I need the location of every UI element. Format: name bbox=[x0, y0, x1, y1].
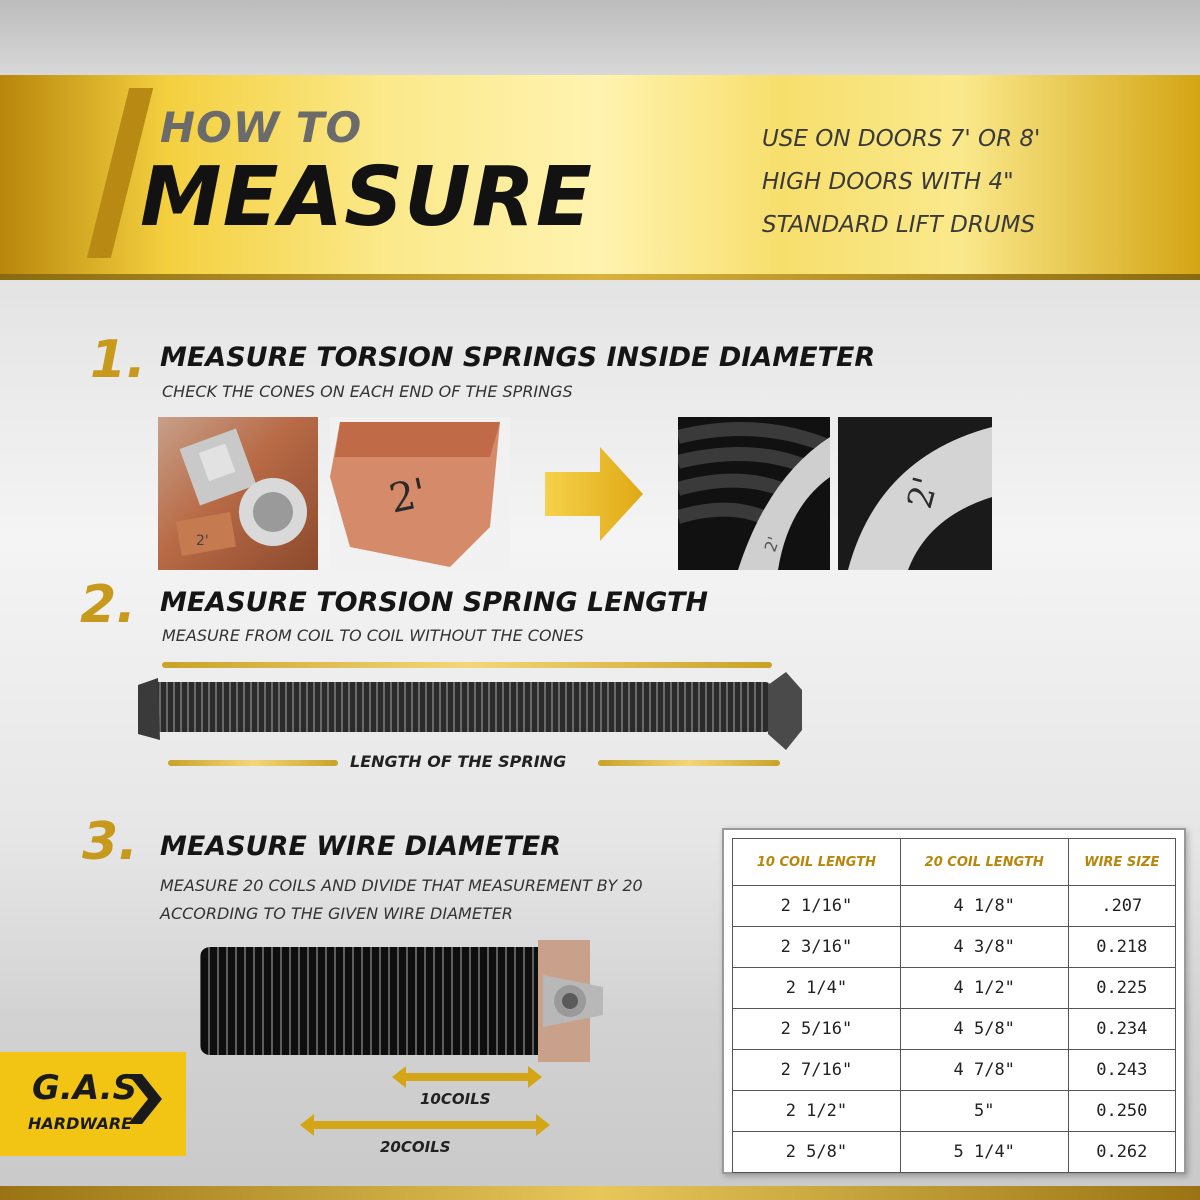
step-3-subtitle: MEASURE 20 COILS AND DIVIDE THAT MEASUREMENT BY 20 bbox=[160, 876, 643, 895]
step-2-subtitle: MEASURE FROM COIL TO COIL WITHOUT THE CONES bbox=[162, 626, 584, 645]
arrow-right-icon bbox=[545, 447, 645, 541]
spring-cone-mark-text: 2' bbox=[760, 534, 784, 555]
table-cell: 2 5/8" bbox=[733, 1132, 901, 1173]
logo-wordmark: G.A.S bbox=[32, 1068, 138, 1108]
length-bottom-line-right bbox=[598, 760, 780, 766]
table-cell: 2 1/4" bbox=[733, 968, 901, 1009]
table-cell: 2 5/16" bbox=[733, 1009, 901, 1050]
bottom-gold-strip bbox=[0, 1186, 1200, 1200]
table-header-10-coil: 10 COIL LENGTH bbox=[733, 839, 901, 886]
table-cell: 4 3/8" bbox=[900, 927, 1068, 968]
table-cell: 4 1/2" bbox=[900, 968, 1068, 1009]
cone-bolt-illustration bbox=[158, 417, 318, 570]
table-row bbox=[733, 1132, 1176, 1173]
table-cell: 0.218 bbox=[1068, 927, 1175, 968]
table-cell: 2 3/16" bbox=[733, 927, 901, 968]
table-cell: 5" bbox=[900, 1091, 1068, 1132]
spring-size-table-grid bbox=[732, 838, 1176, 1173]
spring-cone-photo-2 bbox=[838, 417, 992, 570]
step-3-subtitle-line-2: ACCORDING TO THE GIVEN WIRE DIAMETER bbox=[160, 904, 513, 923]
step-1-title: MEASURE TORSION SPRINGS INSIDE DIAMETER bbox=[160, 342, 876, 373]
spring-cone-mark-large-text: 2' bbox=[899, 472, 947, 513]
ten-coils-arrow-icon bbox=[392, 1064, 542, 1090]
twenty-coils-label: 20COILS bbox=[380, 1138, 451, 1156]
table-cell: 0.262 bbox=[1068, 1132, 1175, 1173]
table-cell: .207 bbox=[1068, 886, 1175, 927]
twenty-coils-arrow-icon bbox=[300, 1112, 550, 1138]
table-row bbox=[733, 1091, 1176, 1132]
table-cell: 5 1/4" bbox=[900, 1132, 1068, 1173]
wire-spring-illustration bbox=[198, 935, 608, 1065]
table-cell: 0.243 bbox=[1068, 1050, 1175, 1091]
ten-coils-label: 10COILS bbox=[420, 1090, 491, 1108]
table-cell: 2 7/16" bbox=[733, 1050, 901, 1091]
table-row bbox=[733, 927, 1176, 968]
length-top-line bbox=[162, 662, 772, 668]
table-header-row bbox=[733, 839, 1176, 886]
gas-hardware-logo bbox=[0, 1052, 186, 1156]
top-background-strip bbox=[0, 0, 1200, 75]
table-row bbox=[733, 886, 1176, 927]
table-header-wire-size: WIRE SIZE bbox=[1068, 839, 1175, 886]
banner-notes bbox=[762, 118, 1040, 247]
cone-mark-large-text: 2' bbox=[385, 470, 431, 523]
step-2-number: 2. bbox=[80, 575, 136, 635]
length-bottom-line-left bbox=[168, 760, 338, 766]
table-cell: 4 5/8" bbox=[900, 1009, 1068, 1050]
cone-photo-2 bbox=[330, 417, 510, 570]
spring-cone-photo-1 bbox=[678, 417, 830, 570]
black-spring-cone-illustration bbox=[678, 417, 830, 570]
table-cell: 2 1/16" bbox=[733, 886, 901, 927]
step-2-title: MEASURE TORSION SPRING LENGTH bbox=[160, 587, 708, 618]
step-3-number: 3. bbox=[82, 812, 138, 872]
step-1-subtitle: CHECK THE CONES ON EACH END OF THE SPRINGS bbox=[162, 382, 573, 401]
table-cell: 4 7/8" bbox=[900, 1050, 1068, 1091]
spring-size-table bbox=[722, 828, 1186, 1174]
title-how-to: HOW TO bbox=[160, 103, 363, 152]
banner-note-line: HIGH DOORS WITH 4" bbox=[762, 169, 1014, 195]
step-1-number: 1. bbox=[90, 330, 146, 390]
step-3-title: MEASURE WIRE DIAMETER bbox=[160, 831, 561, 862]
table-row bbox=[733, 968, 1176, 1009]
table-cell: 4 1/8" bbox=[900, 886, 1068, 927]
logo-subtext: HARDWARE bbox=[28, 1114, 133, 1133]
cone-photo-1 bbox=[158, 417, 318, 570]
cone-closeup-illustration bbox=[330, 417, 510, 570]
table-row bbox=[733, 1050, 1176, 1091]
table-cell: 2 1/2" bbox=[733, 1091, 901, 1132]
spring-length-label: LENGTH OF THE SPRING bbox=[350, 752, 567, 771]
logo-chevron-icon bbox=[128, 1074, 162, 1124]
banner-note-line: USE ON DOORS 7' OR 8' bbox=[762, 126, 1041, 152]
table-header-20-coil: 20 COIL LENGTH bbox=[900, 839, 1068, 886]
table-cell: 0.250 bbox=[1068, 1091, 1175, 1132]
table-cell: 0.234 bbox=[1068, 1009, 1175, 1050]
cone-mark-text: 2' bbox=[196, 533, 209, 549]
spring-cone-closeup-illustration bbox=[838, 417, 992, 570]
table-cell: 0.225 bbox=[1068, 968, 1175, 1009]
torsion-spring-illustration bbox=[138, 670, 803, 755]
title-measure: MEASURE bbox=[140, 150, 593, 245]
banner-note-line: STANDARD LIFT DRUMS bbox=[762, 212, 1036, 238]
table-row bbox=[733, 1009, 1176, 1050]
